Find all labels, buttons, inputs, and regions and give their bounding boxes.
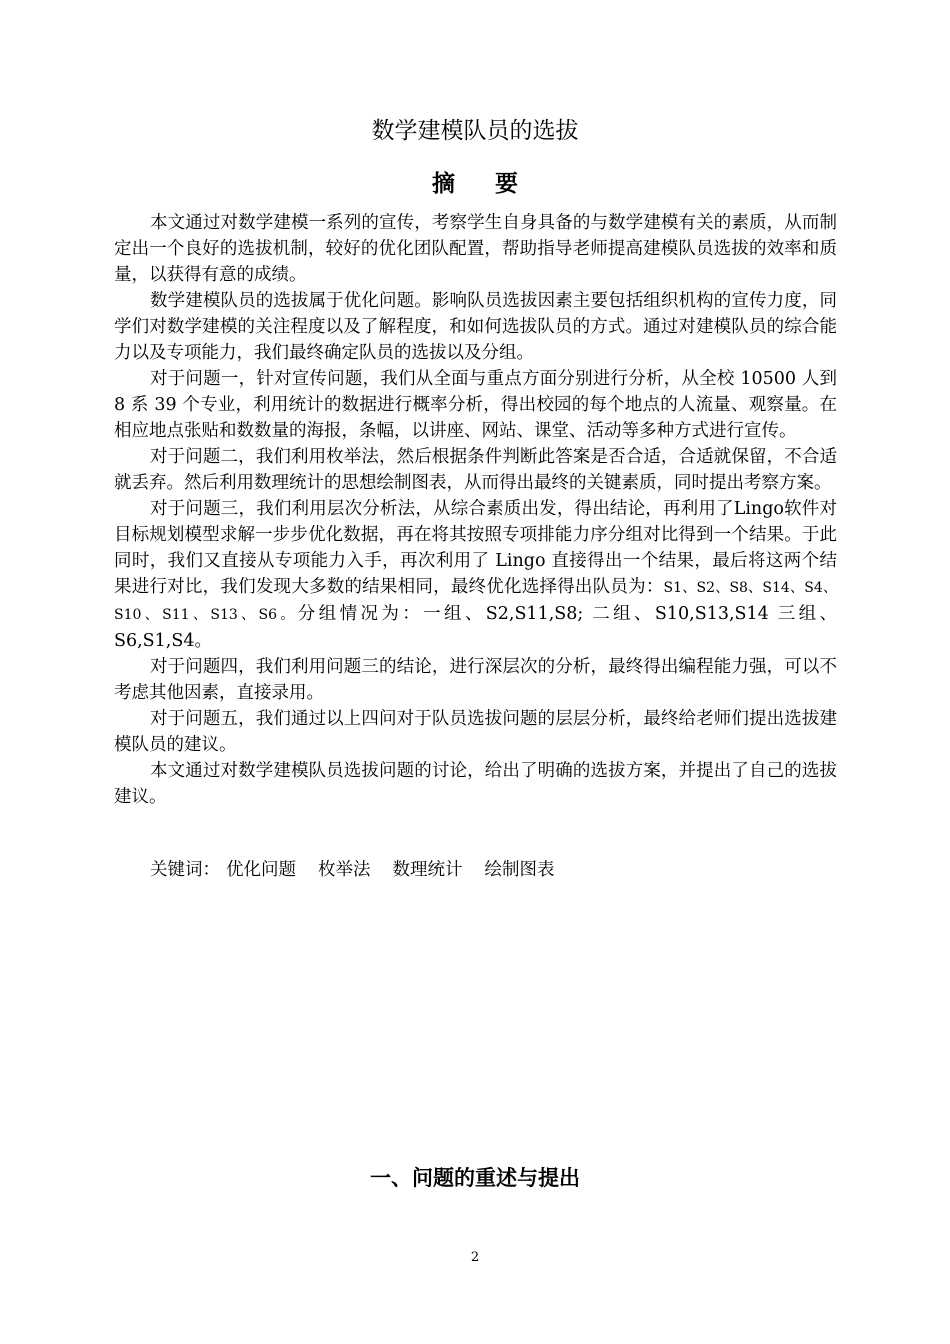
abstract-paragraph-problem-4: 对于问题四，我们利用问题三的结论，进行深层次的分析，最终得出编程能力强，可以不考虑其他因素，直接录用。	[114, 657, 837, 703]
keyword-item: 绘制图表	[484, 860, 555, 880]
abstract-paragraph-overview: 数学建模队员的选拔属于优化问题。影响队员选拔因素主要包括组织机构的宣传力度，同学们对数学建模的关注程度以及了解程度，和如何选拔队员的方式。通过对建模队员的综合能力以及专项能力，我们最终确定队员的选拔以及分组。	[114, 291, 837, 363]
page-number: 2	[470, 1250, 480, 1265]
grouping-text: 分组情况为：一组、S2,S11,S8; 二组、S10,S13,S14 三组、S6,S1,S4。	[114, 604, 837, 651]
abstract-body	[114, 210, 837, 810]
section-heading: 一、问题的重述与提出	[370, 1166, 580, 1190]
keyword-item: 优化问题	[226, 860, 296, 880]
keyword-item: 枚举法	[318, 860, 371, 880]
keywords-line	[150, 857, 577, 883]
paper-title: 数学建模队员的选拔	[371, 118, 579, 144]
abstract-paragraph-conclusion: 本文通过对数学建模队员选拔问题的讨论，给出了明确的选拔方案，并提出了自己的选拔建议。	[114, 761, 837, 807]
abstract-paragraph-intro: 本文通过对数学建模一系列的宣传，考察学生自身具备的与数学建模有关的素质，从而制定出一个良好的选拔机制，较好的优化团队配置，帮助指导老师提高建模队员选拔的效率和质量，以获得有意的成绩。	[114, 213, 837, 285]
selected-members-list: S1、S2、S8、S14、S4、S10、S11、S13、S6。	[114, 580, 837, 623]
abstract-paragraph-problem-1: 对于问题一，针对宣传问题，我们从全面与重点方面分别进行分析，从全校 10500 人到 8 系 39 个专业，利用统计的数据进行概率分析，得出校园的每个地点的人流量、观察量。在相应地点张贴和数数量的海报，条幅，以讲座、网站、课堂、活动等多种方式进行宣传。	[114, 369, 837, 441]
abstract-paragraph-problem-2: 对于问题二，我们利用枚举法，然后根据条件判断此答案是否合适，合适就保留，不合适就丢弃。然后利用数理统计的思想绘制图表，从而得出最终的关键素质，同时提出考察方案。	[114, 447, 837, 493]
abstract-heading: 摘要	[432, 170, 558, 197]
keywords-label: 关键词：	[150, 860, 220, 880]
abstract-paragraph-problem-5: 对于问题五，我们通过以上四问对于队员选拔问题的层层分析，最终给老师们提出选拔建模队员的建议。	[114, 709, 837, 755]
abstract-paragraph-problem-3	[114, 496, 837, 654]
problem-3-text: 对于问题三，我们利用层次分析法，从综合素质出发，得出结论，再利用了Lingo软件对目标规划模型求解一步步优化数据，再在将其按照专项排能力序分组对比得到一个结果。于此同时，我们又直接从专项能力入手，再次利用了 Lingo 直接得出一个结果，最后将这两个结果进行对比，我们发现大多数的结果相同，最终优化选择得出队员为：	[114, 499, 837, 597]
keyword-item: 数理统计	[392, 860, 463, 880]
